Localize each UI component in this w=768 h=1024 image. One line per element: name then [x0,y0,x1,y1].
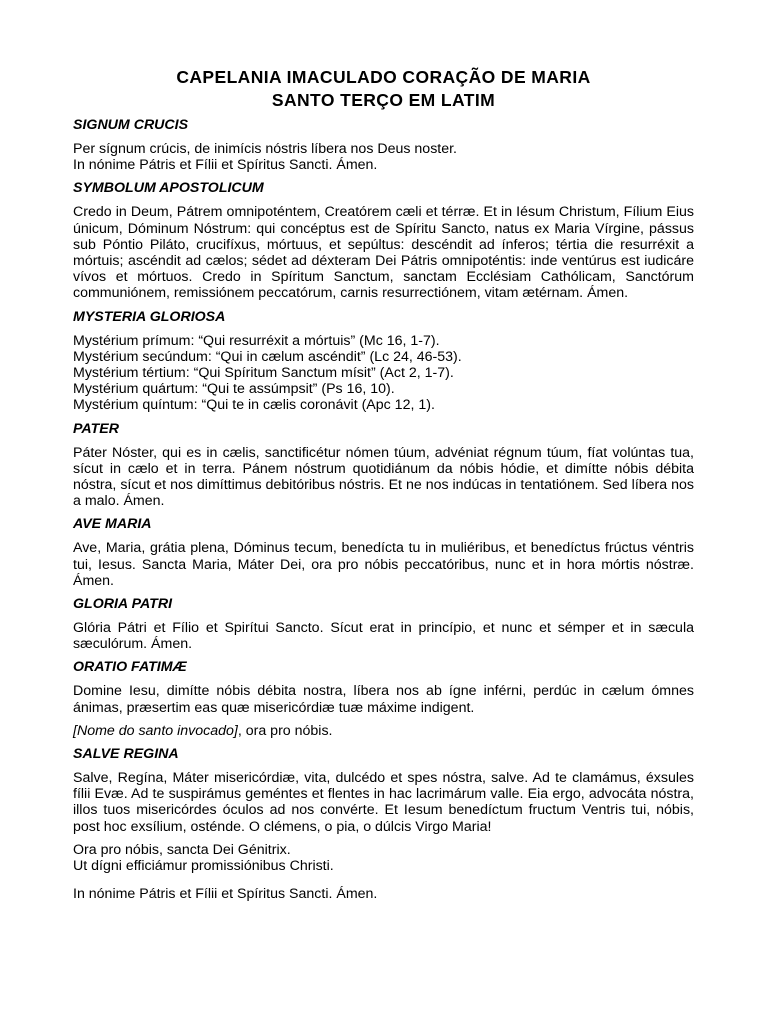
signum-line-1: Per sígnum crúcis, de inimícis nóstris líbera nos Deus noster. [73,141,458,157]
mysterium-item: Mystérium secúndum: “Qui in cælum ascéndit” (Lc 24, 46-53). [73,348,462,365]
section-mysteria-list [73,333,694,414]
closing-sign-of-cross: In nónime Pátris et Fílii et Spíritus Sancti. Ámen. [73,886,378,903]
document-title-line-1: CAPELANIA IMACULADO CORAÇÃO DE MARIA [176,67,591,87]
symbolum-text: Credo in Deum, Pátrem omnipoténtem, Creatórem cæli et térræ. Et in Iésum Christum, Fílium Eius únicum, Dóminum Nóstrum: qui concéptus est de Spíritu Sancto, natus ex Maria Vírgine, pássus sub Póntio Piláto, crucifíxus, mórtuus, et sepúltus: descéndit ad ínferos; tértia die resurréxit a mórtuis; ascéndit ad cælos; sédet ad déxteram Dei Pátris omnipoténtis: inde ventúrus est iudicáre vívos et mórtuos. Credo in Spíritum Sanctum, sanctam Ecclésiam Cathólicam, Sanctórum communiónem, remissiónem peccatórum, carnis resurrectiónem, vitam ætérnam. Ámen. [73,204,694,302]
section-heading-signum-crucis: SIGNUM CRUCIS [73,117,189,133]
salve-versicle-response [73,842,694,874]
invocation-placeholder: [Nome do santo invocado] [73,722,238,739]
section-heading-pater: PATER [73,420,119,437]
section-signum-crucis [73,141,694,173]
mysterium-item: Mystérium tértium: “Qui Spíritum Sanctum mísit” (Act 2, 1-7). [73,365,454,382]
oratio-invocation [73,723,694,739]
salve-regina-text: Salve, Regína, Máter misericórdiæ, vita, dulcédo et spes nóstra, salve. Ad te clamámus, éxsules fílii Evæ. Ad te suspirámus geméntes et flentes in hac lacrimárum valle. Eia ergo, advocáta nóstra, illos tuos misericórdes óculos ad nos convérte. Et Iesum benedíctum fructum Ventris tui, nóbis, post hoc exsílium, osténde. O clémens, o pia, o dúlcis Virgo Maria! [73,770,694,835]
mysterium-item: Mystérium prímum: “Qui resurréxit a mórtuis” (Mc 16, 1-7). [73,332,440,349]
mysterium-item: Mystérium quíntum: “Qui te in cælis coronávit (Apc 12, 1). [73,397,435,414]
gloria-patri-text: Glória Pátri et Fílio et Spirítui Sancto. Sícut erat in princípio, et nunc et sémper et in sæcula sæculórum. Ámen. [73,620,694,653]
ave-maria-text: Ave, Maria, grátia plena, Dóminus tecum, benedícta tu in muliéribus, et benedíctus frúctus véntris tui, Iesus. Sancta Maria, Máter Dei, ora pro nóbis peccatóribus, nunc et in hora mórtis nóstræ. Ámen. [73,540,694,589]
section-heading-ave-maria: AVE MARIA [73,516,152,533]
document-page [73,66,694,903]
invocation-response: , ora pro nóbis. [237,722,333,739]
oratio-fatimae-text: Domine Iesu, dimítte nóbis débita nostra, líbera nos ab ígne inférni, perdúc in cælum ómnes ánimas, præsertim eas quæ misericórdiæ tuæ máxime indigent. [73,683,694,716]
document-title-line-2: SANTO TERÇO EM LATIM [271,90,496,110]
pater-text: Páter Nóster, qui es in cælis, sanctificétur nómen túum, advéniat régnum túum, fíat volúntas tua, sícut in cælo et in terra. Pánem nóstrum quotidiánum da nóbis hódie, et dimítte nóbis débita nóstra, sícut et nos dimíttimus debitóribus nóstris. Et ne nos indúcas in tentatiónem. Sed líbera nos a malo. Ámen. [73,444,694,510]
section-heading-salve-regina: SALVE REGINA [73,746,179,763]
section-heading-gloria-patri: GLORIA PATRI [73,596,173,613]
mysterium-item: Mystérium quártum: “Qui te assúmpsit” (Ps 16, 10). [73,381,395,398]
signum-line-2: In nónime Pátris et Fílii et Spíritus Sancti. Ámen. [73,157,378,174]
section-heading-symbolum: SYMBOLUM APOSTOLICUM [73,180,264,197]
salve-versicle: Ora pro nóbis, sancta Dei Génitrix. [73,841,291,858]
section-heading-mysteria: MYSTERIA GLORIOSA [73,308,226,325]
salve-response: Ut dígni efficiámur promissiónibus Christi. [73,858,334,875]
section-heading-oratio-fatimae: ORATIO FATIMÆ [73,659,187,676]
